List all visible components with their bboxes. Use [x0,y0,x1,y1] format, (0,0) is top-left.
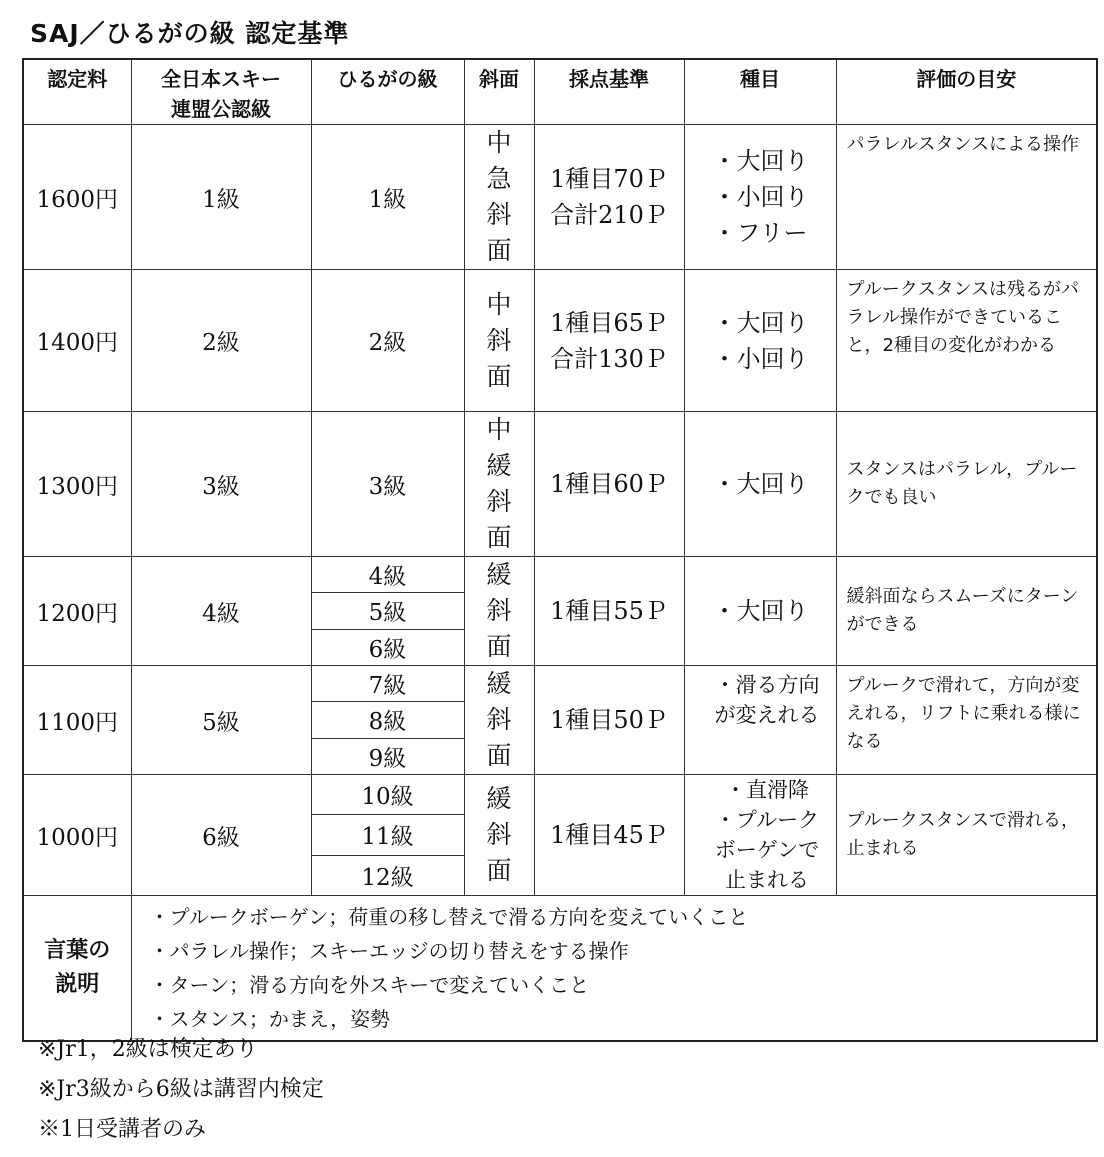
score-line: 1種目45Ｐ [550,821,668,849]
hirugano-level-cell: 5級 [311,593,464,629]
header-row [23,59,1097,125]
slope-char: 中 [486,415,512,444]
header-hirugano-level: ひるがの級 [311,59,464,125]
slope-cell [464,666,534,775]
slope-char: 急 [486,164,512,193]
item-line: ・プルーク [714,808,820,832]
fee-cell: 1600円 [23,125,131,270]
slope-char: 中 [486,289,512,319]
item-line: ・大回り [712,470,809,498]
slope-char: 斜 [486,705,512,734]
table-row [23,557,1097,593]
footnotes [38,1030,324,1150]
fee-cell: 1400円 [23,270,131,412]
glossary-label [23,896,131,1042]
slope-char: 緩 [486,451,512,480]
slope-char: 面 [486,236,512,265]
evaluation-cell: 緩斜面ならスムーズにターンができる [836,557,1097,666]
item-line: ・直滑降 [725,778,809,802]
footnote: ※Jr1，2級は検定あり [38,1037,258,1062]
slope-cell [464,125,534,270]
page-title: SAJ／ひるがの級 認定基準 [30,19,350,48]
hirugano-level-cell: 1級 [311,125,464,270]
slope-char: 面 [486,856,512,885]
items-cell [684,775,836,896]
slope-char: 中 [486,128,512,157]
table-row [23,125,1097,270]
items-cell [684,125,836,270]
item-line: ・小回り [712,344,809,373]
item-line: が変えれる [714,703,820,727]
score-cell [534,666,684,775]
footnote: ※1日受講者のみ [38,1117,206,1142]
item-line: ・大回り [712,147,809,175]
hirugano-level-cell: 2級 [311,270,464,412]
header-saj-line2: 連盟公認級 [171,97,271,121]
slope-cell [464,557,534,666]
score-line: 1種目70Ｐ [550,165,668,193]
slope-cell [464,775,534,896]
saj-level-cell: 1級 [131,125,311,270]
item-line: ボーゲンで [714,838,820,862]
glossary-item: ・ターン；滑る方向を外スキーで変えていくこと [149,973,590,997]
score-line: 1種目55Ｐ [550,597,668,625]
hirugano-level-cell: 10級 [311,775,464,815]
item-line: 止まれる [725,868,809,892]
header-saj-level [131,59,311,125]
slope-char: 緩 [486,669,512,698]
items-cell [684,412,836,557]
item-line: ・フリー [712,219,808,247]
saj-level-cell: 3級 [131,412,311,557]
items-cell [684,270,836,412]
hirugano-level-cell: 3級 [311,412,464,557]
glossary-item: ・プルークボーゲン；荷重の移し替えで滑る方向を変えていくこと [149,905,749,929]
header-evaluation: 評価の目安 [836,59,1097,125]
header-saj-line1: 全日本スキー [161,67,281,91]
saj-level-cell: 5級 [131,666,311,775]
saj-level-cell: 2級 [131,270,311,412]
fee-cell: 1000円 [23,775,131,896]
score-line: 1種目65Ｐ [550,308,668,337]
glossary-row [23,896,1097,1042]
table-row [23,270,1097,412]
glossary-label-line: 説明 [55,972,100,997]
glossary-content [131,896,1097,1042]
slope-char: 面 [486,741,512,770]
slope-char: 斜 [486,820,512,849]
slope-char: 緩 [486,560,512,589]
slope-char: 面 [486,632,512,661]
saj-level-cell: 4級 [131,557,311,666]
evaluation-cell: プルークスタンスは残るがパラレル操作ができていること，2種目の変化がわかる [836,270,1097,412]
item-line: ・滑る方向 [714,673,820,697]
items-cell [684,666,836,775]
hirugano-level-cell: 7級 [311,666,464,702]
slope-cell [464,412,534,557]
hirugano-level-cell: 11級 [311,815,464,855]
table-row [23,666,1097,702]
items-cell [684,557,836,666]
evaluation-cell: プルークで滑れて，方向が変えれる，リフトに乗れる様になる [836,666,1097,775]
glossary-item: ・スタンス；かまえ，姿勢 [149,1007,391,1031]
evaluation-cell: パラレルスタンスによる操作 [836,125,1097,270]
header-score: 採点基準 [534,59,684,125]
hirugano-level-cell: 12級 [311,855,464,895]
score-line: 合計130Ｐ [550,344,668,373]
glossary-label-line: 言葉の [44,938,111,963]
score-line: 合計210Ｐ [550,201,668,229]
slope-cell [464,270,534,412]
hirugano-level-cell: 9級 [311,738,464,774]
score-cell [534,125,684,270]
item-line: ・大回り [712,308,809,337]
criteria-table [22,58,1098,1042]
table-row [23,412,1097,557]
slope-char: 斜 [486,487,512,516]
slope-char: 斜 [486,200,512,229]
footnote: ※Jr3級から6級は講習内検定 [38,1077,324,1102]
score-line: 1種目60Ｐ [550,470,668,498]
fee-cell: 1100円 [23,666,131,775]
table-row [23,775,1097,815]
score-cell [534,412,684,557]
saj-level-cell: 6級 [131,775,311,896]
evaluation-cell: スタンスはパラレル，プルークでも良い [836,412,1097,557]
header-fee: 認定料 [23,59,131,125]
slope-char: 面 [486,361,512,391]
slope-char: 斜 [486,596,512,625]
score-line: 1種目50Ｐ [550,706,668,734]
header-items: 種目 [684,59,836,125]
slope-char: 面 [486,523,512,552]
hirugano-level-cell: 4級 [311,557,464,593]
glossary-item: ・パラレル操作；スキーエッジの切り替えをする操作 [149,939,629,963]
score-cell [534,270,684,412]
slope-char: 斜 [486,325,512,355]
hirugano-level-cell: 6級 [311,629,464,665]
header-slope: 斜面 [464,59,534,125]
score-cell [534,775,684,896]
hirugano-level-cell: 8級 [311,702,464,738]
slope-char: 緩 [486,784,512,813]
score-cell [534,557,684,666]
item-line: ・小回り [712,183,809,211]
fee-cell: 1200円 [23,557,131,666]
evaluation-cell: プルークスタンスで滑れる，止まれる [836,775,1097,896]
fee-cell: 1300円 [23,412,131,557]
item-line: ・大回り [712,597,809,625]
